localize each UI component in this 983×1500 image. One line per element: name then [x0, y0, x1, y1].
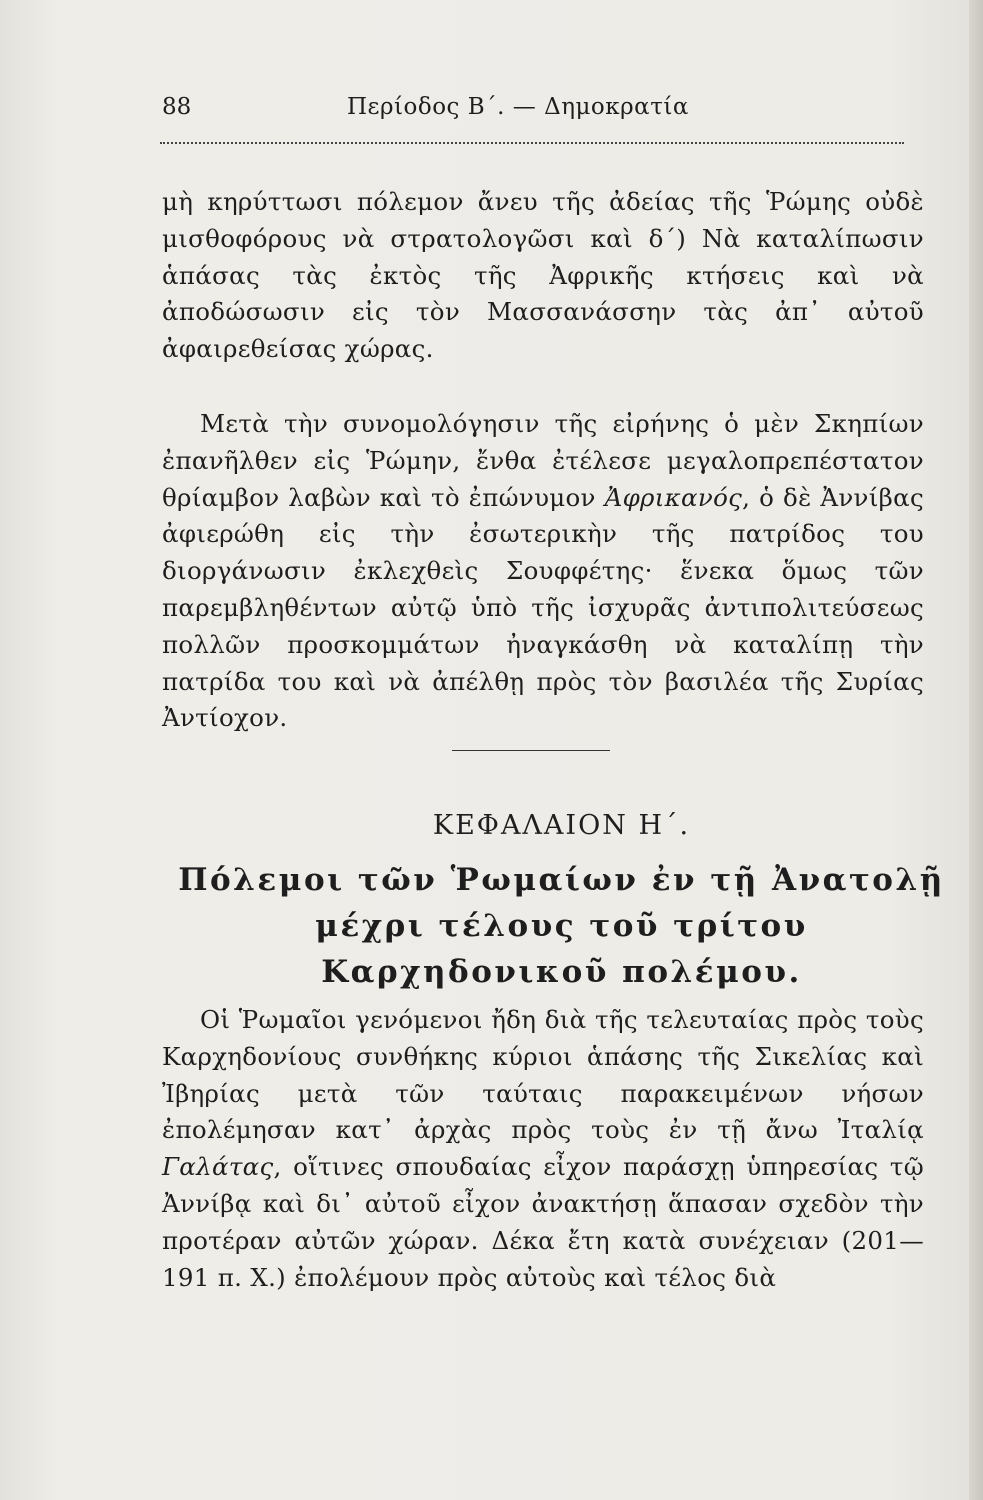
paragraph-2-text-start: Μετὰ τὴν συνομολόγησιν τῆς εἰρήνης ὁ μὲν Σκηπίων ἐπανῆλθεν εἰς Ῥώμην, ἔνθα ἐτέλεσε μεγαλοπρεπέστατον θρίαμβον λαβὼν καὶ τὸ ἐπώνυμον [162, 409, 924, 512]
running-header [162, 94, 906, 130]
header-dotted-rule [160, 142, 904, 144]
chapter-title-line-1: Πόλεμοι τῶν Ῥωμαίων ἐν τῇ Ἀνατολῇ [178, 862, 945, 898]
paragraph-3 [162, 1002, 924, 1296]
chapter-title-line-3: Καρχηδονικοῦ πολέμου. [321, 954, 802, 990]
paragraph-1: μὴ κηρύττωσι πόλεμον ἄνευ τῆς ἀδείας τῆς Ῥώμης οὐδὲ μισθοφόρους νὰ στρατολογῶσι καὶ δ΄) Νὰ καταλίπωσιν ἁπάσας τὰς ἐκτὸς τῆς Ἀφρικῆς κτήσεις καὶ νὰ ἀποδώσωσιν εἰς τὸν Μασσανάσσην τὰς ἀπ᾽ αὐτοῦ ἀφαιρεθείσας χώρας. [162, 187, 924, 364]
chapter-heading: ΚΕΦΑΛΑΙΟΝ Η΄. [432, 810, 691, 841]
paragraph-2-text-end: , ὁ δὲ Ἀννίβας ἀφιερώθη εἰς τὴν ἐσωτερικὴν τῆς πατρίδος του διοργάνωσιν ἐκλεχθεὶς Σουφφέτης· ἕνεκα ὅμως τῶν παρεμβληθέντων αὐτῷ ὑπὸ τῆς ἰσχυρᾶς ἀντιπολιτεύσεως πολλῶν προσκομμάτων ἠναγκάσθη νὰ καταλίπῃ τὴν πατρίδα του καὶ νὰ ἀπέλθῃ πρὸς τὸν βασιλέα τῆς Συρίας Ἀντίοχον. [162, 482, 924, 733]
paragraph-2-italic-term: Ἀφρικανός [604, 482, 743, 512]
running-title: Περίοδος Β΄. — Δημοκρατία [347, 94, 689, 120]
page-number: 88 [162, 94, 192, 120]
paragraph-2 [162, 406, 924, 737]
paragraph-3-text-end: , οἵτινες σπουδαίας εἶχον παράσχῃ ὑπηρεσίας τῷ Ἀννίβᾳ καὶ δι᾽ αὐτοῦ εἶχον ἀνακτήσῃ ἅπασαν σχεδὸν τὴν προτέραν αὐτῶν χώραν. Δέκα ἔτη κατὰ συνέχειαν (201—191 π. Χ.) ἐπολέμουν πρὸς αὐτοὺς καὶ τέλος διὰ [162, 1152, 924, 1292]
paragraph-3-italic-term: Γαλάτας [162, 1152, 274, 1182]
paragraph-3-text-start: Οἱ Ῥωμαῖοι γενόμενοι ἤδη διὰ τῆς τελευταίας πρὸς τοὺς Καρχηδονίους συνθήκης κύριοι ἁπάσης τῆς Σικελίας καὶ Ἰβηρίας μετὰ τῶν ταύταις παρακειμένων νήσων ἐπολέμησαν κατ᾽ ἀρχὰς πρὸς τοὺς ἐν τῇ ἄνω Ἰταλίᾳ [162, 1005, 924, 1145]
section-separator-rule [452, 750, 610, 751]
page-binding-edge [969, 0, 983, 1500]
chapter-title-line-2: μέχρι τέλους τοῦ τρίτου [315, 908, 808, 944]
